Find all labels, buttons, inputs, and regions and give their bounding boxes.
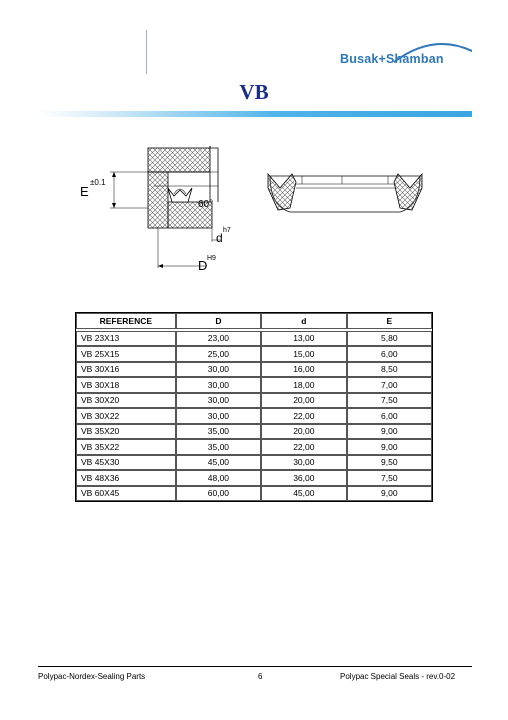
cell-d-outer: 23,00 (176, 331, 261, 347)
logo-text: Busak+Shamban (340, 52, 444, 66)
cell-reference: VB 45X30 (76, 455, 176, 471)
table-row (76, 470, 432, 486)
cell-d-inner: 36,00 (261, 470, 346, 486)
table-row (76, 362, 432, 378)
cell-d-inner: 22,00 (261, 439, 346, 455)
page-title: VB (239, 80, 269, 104)
dim-d-large-label: D (198, 258, 208, 273)
footer-left-text: Polypac-Nordex-Sealing Parts (38, 672, 146, 681)
cell-d-inner: 20,00 (261, 393, 346, 409)
cell-reference: VB 48X36 (76, 470, 176, 486)
footer-page-number: 6 (258, 672, 263, 681)
table-row (76, 455, 432, 471)
cell-d-inner: 15,00 (261, 346, 346, 362)
cell-reference: VB 30X20 (76, 393, 176, 409)
busak-shamban-logo (334, 38, 472, 78)
col-header-d-outer: D (176, 313, 261, 329)
cell-e: 6,00 (347, 346, 432, 362)
cell-reference: VB 30X16 (76, 362, 176, 378)
cell-reference: VB 23X13 (76, 331, 176, 347)
col-header-d-inner: d (261, 313, 346, 329)
cell-e: 9,00 (347, 439, 432, 455)
cell-d-outer: 48,00 (176, 470, 261, 486)
cell-e: 7,50 (347, 470, 432, 486)
dim-d-small-label: d (216, 231, 223, 245)
footer-right-text: Polypac Special Seals - rev.0-02 (340, 672, 456, 681)
cell-d-inner: 18,00 (261, 377, 346, 393)
tolerance-label: ±0.1 (90, 178, 106, 187)
title-gradient-bar (38, 111, 472, 117)
table-row (76, 346, 432, 362)
cell-d-inner: 45,00 (261, 486, 346, 502)
cell-d-outer: 45,00 (176, 455, 261, 471)
cell-d-outer: 30,00 (176, 408, 261, 424)
table-row (76, 424, 432, 440)
table-row (76, 486, 432, 502)
table-row (76, 377, 432, 393)
col-header-reference: REFERENCE (76, 313, 176, 329)
cell-reference: VB 35X22 (76, 439, 176, 455)
table-header-row (76, 313, 432, 329)
table-row (76, 408, 432, 424)
cell-reference: VB 30X18 (76, 377, 176, 393)
dim-d-small-fit-label: h7 (223, 227, 231, 234)
cell-e: 7,00 (347, 377, 432, 393)
cell-d-outer: 25,00 (176, 346, 261, 362)
cell-e: 6,00 (347, 408, 432, 424)
seal-technical-drawing (70, 130, 430, 280)
footer-divider (38, 666, 472, 667)
cell-reference: VB 30X22 (76, 408, 176, 424)
table-row (76, 439, 432, 455)
cell-d-outer: 30,00 (176, 377, 261, 393)
cell-d-inner: 16,00 (261, 362, 346, 378)
cell-e: 9,50 (347, 455, 432, 471)
table-body (76, 331, 432, 502)
cell-reference: VB 35X20 (76, 424, 176, 440)
cell-e: 9,00 (347, 424, 432, 440)
cell-d-outer: 30,00 (176, 362, 261, 378)
dim-d-large-fit-label: H9 (207, 255, 216, 262)
cell-d-outer: 35,00 (176, 424, 261, 440)
cell-d-inner: 13,00 (261, 331, 346, 347)
cell-d-inner: 22,00 (261, 408, 346, 424)
cell-d-outer: 60,00 (176, 486, 261, 502)
cell-e: 7,50 (347, 393, 432, 409)
cell-e: 5,80 (347, 331, 432, 347)
table-row (76, 393, 432, 409)
cell-reference: VB 60X45 (76, 486, 176, 502)
cell-d-inner: 30,00 (261, 455, 346, 471)
angle-label: 60° (198, 199, 214, 210)
cell-reference: VB 25X15 (76, 346, 176, 362)
seal-perspective-view (268, 174, 422, 212)
cell-d-outer: 35,00 (176, 439, 261, 455)
cell-e: 8,50 (347, 362, 432, 378)
dim-e-label: E (80, 184, 89, 199)
col-header-e: E (347, 313, 432, 329)
cell-d-outer: 30,00 (176, 393, 261, 409)
table-row (76, 331, 432, 347)
cell-e: 9,00 (347, 486, 432, 502)
dimensions-table (75, 312, 433, 502)
logo-divider (146, 30, 147, 74)
cell-d-inner: 20,00 (261, 424, 346, 440)
